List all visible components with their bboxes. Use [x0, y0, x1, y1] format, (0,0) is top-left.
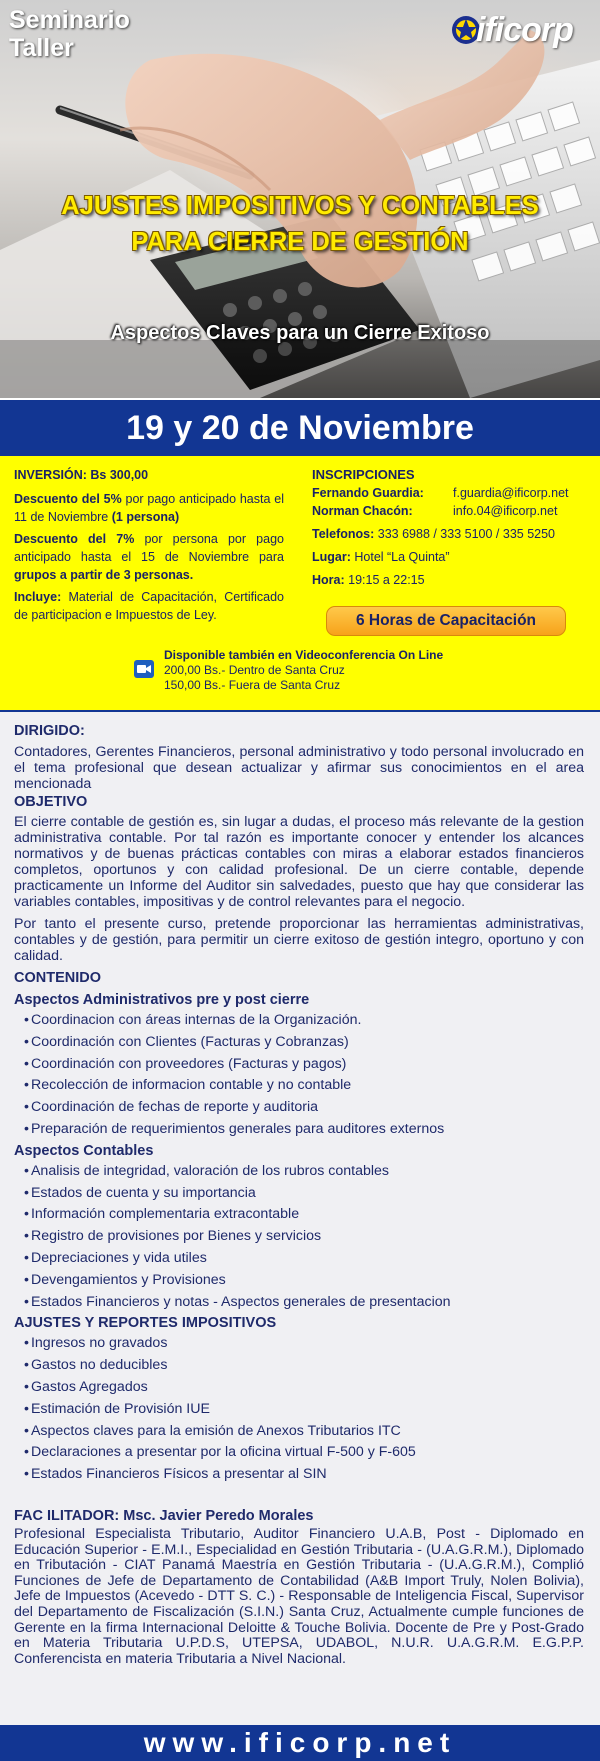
- video-title: Disponible también en Videoconferencia On Line: [164, 648, 444, 662]
- date-banner: [0, 398, 600, 456]
- contact-email-2[interactable]: info.04@ificorp.net: [453, 504, 558, 518]
- list-item: • Información complementaria extracontable: [24, 1204, 584, 1226]
- discount-7-label: Descuento del 7%: [14, 532, 135, 546]
- section-admin-heading: Aspectos Administrativos pre y post cierre: [14, 992, 310, 1008]
- info-panel: [0, 456, 600, 710]
- hours-badge: 6 Horas de Capacitación: [326, 606, 566, 636]
- place-line: [312, 548, 594, 566]
- list-item: • Analisis de integridad, valoración de los rubros contables: [24, 1161, 584, 1183]
- registration-column: [312, 466, 594, 589]
- course-details: [0, 710, 600, 1725]
- includes-detail: Material de Capacitación, Certificado de participacion e Impuestos de Ley.: [14, 590, 284, 622]
- contenido-heading: CONTENIDO: [14, 970, 101, 986]
- phones-line: [312, 525, 594, 543]
- section-impositivos-heading: AJUSTES Y REPORTES IMPOSITIVOS: [14, 1315, 277, 1332]
- facilitator-bio: Profesional Especialista Tributario, Auditor Financiero U.A.B, Post - Diplomado en Educación Superior - E.M.I., Especialidad en Gestión Tributaria - (U.A.G.R.M.), Diplomado en Tributación - CIAT Panamá Maestría en Gestión Tributaria - (U.A.G.R.M.), Complió Funciones de Jefe de Departamento de Contabilidad (A&B Import Truly, Nolen Bolivia), Jefe de Impuestos (Acevedo - DTT S. C.) - Responsable de Inteligencia Fiscal, Supervisor del Departamento de Fiscalización (S.I.N.) Santa Cruz, Actualmente cumple funciones de Gerente en la firma Internacional Deloitte & Touche Bolivia. Docente de Pre y Post-Grado en Materia Tributaria U.P.D.S, UTEPSA, UDABOL, N.U.R. U.A.G.R.M. E.G.P.P. Conferencista en materia Tributaria a Nivel Nacional.: [14, 1525, 584, 1667]
- discount-5-detail: por pago anticipado hasta el 11 de Noviembre: [14, 492, 284, 524]
- discount-7-text: [14, 530, 284, 584]
- course-subtitle: Aspectos Claves para un Cierre Exitoso: [110, 322, 490, 344]
- contact-name-1: Fernando Guardia:: [312, 486, 424, 500]
- video-price-1: 200,00 Bs.- Dentro de Santa Cruz: [164, 663, 345, 677]
- event-type-line2: Taller: [9, 34, 74, 62]
- contact-name-2: Norman Chacón:: [312, 504, 413, 518]
- discount-5-label: Descuento del 5%: [14, 492, 122, 506]
- contact-row-1: [312, 484, 594, 502]
- video-camera-icon: [134, 660, 154, 678]
- list-item: • Coordinacion con áreas internas de la Organización.: [24, 1010, 584, 1032]
- time-line: [312, 571, 594, 589]
- course-details-content: [14, 721, 584, 1667]
- list-item: • Gastos no deducibles: [24, 1355, 584, 1377]
- objetivo-heading: OBJETIVO: [14, 794, 88, 810]
- place-value: Hotel “La Quinta”: [350, 550, 450, 564]
- includes-label: Incluye:: [14, 590, 62, 604]
- list-item: • Preparación de requerimientos generales para auditores externos: [24, 1119, 584, 1141]
- list-item: • Estados Financieros y notas - Aspectos generales de presentacion: [24, 1292, 584, 1314]
- section-contables-heading: Aspectos Contables: [14, 1142, 154, 1159]
- list-item: • Depreciaciones y vida utiles: [24, 1248, 584, 1270]
- section-impositivos-list: [14, 1333, 584, 1486]
- list-item: • Registro de provisiones por Bienes y servicios: [24, 1226, 584, 1248]
- event-date: 19 y 20 de Noviembre: [126, 409, 474, 447]
- footer-bar: [0, 1725, 600, 1761]
- phones-label: Telefonos:: [312, 527, 375, 541]
- section-admin-list: [14, 1010, 584, 1141]
- investment-label: INVERSIÓN: Bs 300,00: [14, 468, 149, 482]
- contact-email-1[interactable]: f.guardia@ificorp.net: [453, 486, 569, 500]
- list-item: • Ingresos no gravados: [24, 1333, 584, 1355]
- facilitator-heading: FAC ILITADOR: Msc. Javier Peredo Morales: [14, 1507, 314, 1524]
- list-item: • Estimación de Provisión IUE: [24, 1399, 584, 1421]
- discount-7-detail: por persona por pago anticipado hasta el 15 de Noviembre para: [14, 532, 284, 564]
- list-item: • Declaraciones a presentar por la oficina virtual F-500 y F-605: [24, 1442, 584, 1464]
- phones-value: 333 6988 / 333 5100 / 335 5250: [374, 527, 556, 541]
- brand-logo-text: ificorp: [476, 11, 573, 49]
- dirigido-text: Contadores, Gerentes Financieros, personal administrativo y todo personal involucrado en el tema profesional que desean actualizar y afirmar sus conocimientos en el area mencionada: [14, 744, 584, 792]
- contact-row-2: [312, 502, 594, 520]
- investment-line: [14, 466, 284, 484]
- list-item: • Estados Financieros Físicos a presentar al SIN: [24, 1464, 584, 1486]
- place-label: Lugar:: [312, 550, 351, 564]
- list-item: • Coordinación de fechas de reporte y auditoria: [24, 1097, 584, 1119]
- discount-5-text: [14, 490, 284, 526]
- section-contables-list: [14, 1161, 584, 1314]
- dirigido-heading: DIRIGIDO:: [14, 723, 85, 739]
- list-item: • Coordinación con Clientes (Facturas y Cobranzas): [24, 1032, 584, 1054]
- event-type-label: [9, 6, 130, 62]
- includes-text: [14, 588, 284, 624]
- list-item: • Recolección de informacion contable y no contable: [24, 1075, 584, 1097]
- list-item: • Coordinación con proveedores (Facturas y pagos): [24, 1054, 584, 1076]
- time-label: Hora:: [312, 573, 345, 587]
- video-price-2: 150,00 Bs.- Fuera de Santa Cruz: [164, 678, 341, 692]
- list-item: • Aspectos claves para la emisión de Anexos Tributarios ITC: [24, 1421, 584, 1443]
- hero-banner: [0, 0, 600, 398]
- list-item: • Gastos Agregados: [24, 1377, 584, 1399]
- objetivo-paragraph-2: Por tanto el presente curso, pretende proporcionar las herramientas administrativas, contables y de gestión, para permitir un cierre exitoso de gestión integro, oportuno y con calidad.: [14, 916, 584, 964]
- list-item: • Estados de cuenta y su importancia: [24, 1183, 584, 1205]
- registration-title: INSCRIPCIONES: [312, 467, 415, 482]
- event-type-line1: Seminario: [9, 6, 130, 34]
- discount-7-tail: grupos a partir de 3 personas.: [14, 568, 194, 582]
- pricing-column: [14, 466, 284, 628]
- objetivo-paragraph-1: El cierre contable de gestión es, sin lugar a dudas, el proceso más relevante de la gestion administrativa contable. Por tal razón es importante conocer y entender los alcances normativos y de buenas prácticas contables con miras a elaborar estados financieros completos, oportunos y con calidad profesional. De un cierre contable, depende practicamente un Informe del Auditor sin salvedades, puesto que hay que considerar las variables contables, impositivas y de control relevantes para el negocio.: [14, 814, 584, 910]
- website-link[interactable]: www.ificorp.net: [143, 1727, 457, 1758]
- discount-5-tail: (1 persona): [111, 510, 180, 524]
- time-value: 19:15 a 22:15: [344, 573, 425, 587]
- list-item: • Devengamientos y Provisiones: [24, 1270, 584, 1292]
- course-title: AJUSTES IMPOSITIVOS Y CONTABLES PARA CIERRE DE GESTIÓN: [61, 192, 539, 256]
- video-text: [164, 648, 443, 693]
